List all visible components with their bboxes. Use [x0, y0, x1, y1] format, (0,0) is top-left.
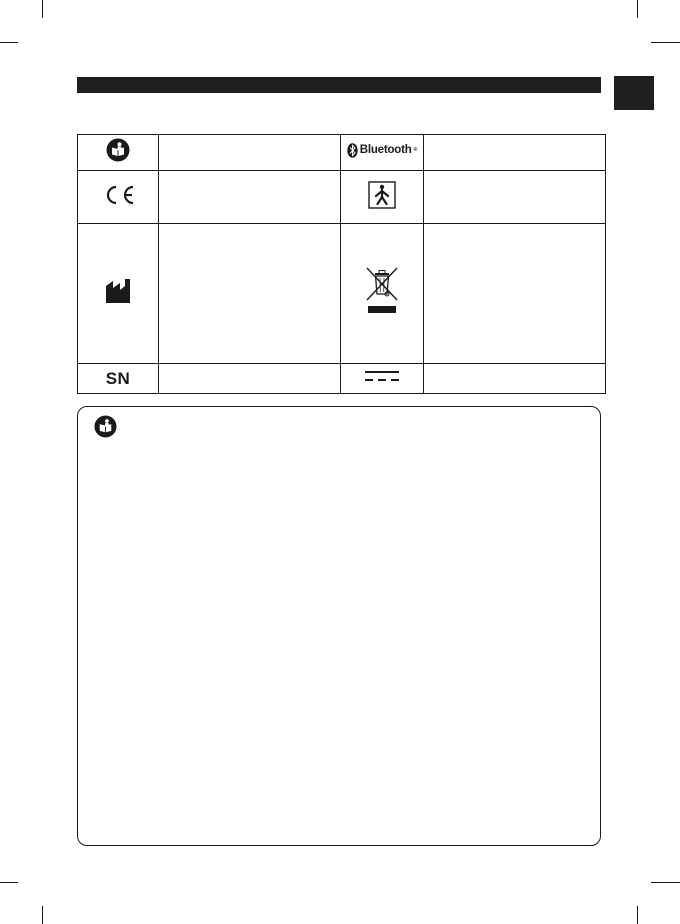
instructions-manual-icon: [106, 138, 130, 162]
direct-current-icon: [364, 369, 400, 383]
crop-mark: [0, 42, 18, 43]
language-tab: [614, 76, 654, 110]
bluetooth-wordmark: Bluetooth: [359, 144, 412, 156]
symbol-description: [159, 364, 341, 394]
symbol-description: [159, 224, 341, 364]
symbol-cell: [78, 224, 159, 364]
symbol-description: [424, 364, 606, 394]
symbol-cell: [341, 364, 424, 394]
symbol-cell: [341, 135, 424, 171]
symbol-cell: [78, 171, 159, 224]
crop-mark: [637, 0, 638, 18]
table-row: [78, 135, 606, 171]
symbol-cell: [78, 135, 159, 171]
symbol-cell: [341, 171, 424, 224]
symbol-description: [159, 135, 341, 171]
serial-number-icon: SN: [105, 368, 131, 388]
note-box: [77, 406, 601, 846]
symbol-description: [159, 171, 341, 224]
crop-mark: [637, 906, 638, 924]
symbol-description: [424, 135, 606, 171]
table-row: [78, 364, 606, 394]
manufacturer-icon: [105, 278, 131, 304]
bluetooth-logo: [347, 143, 418, 158]
crop-mark: [651, 42, 680, 43]
symbol-description: [424, 171, 606, 224]
crop-mark: [651, 882, 680, 883]
section-header-bar: [77, 77, 601, 93]
instructions-manual-icon: [94, 415, 117, 438]
registered-mark: ®: [413, 147, 418, 153]
crop-mark: [42, 0, 43, 18]
crop-mark: [0, 882, 18, 883]
table-row: [78, 171, 606, 224]
symbol-cell: [341, 224, 424, 364]
crop-mark: [42, 906, 43, 924]
symbols-table: [77, 134, 606, 394]
weee-crossed-bin-icon: [365, 266, 399, 316]
symbol-cell: [78, 364, 159, 394]
type-bf-applied-part-icon: [368, 181, 396, 209]
bluetooth-rune-icon: [347, 143, 358, 158]
symbol-description: [424, 224, 606, 364]
ce-mark-icon: [100, 184, 136, 206]
table-row: [78, 224, 606, 364]
